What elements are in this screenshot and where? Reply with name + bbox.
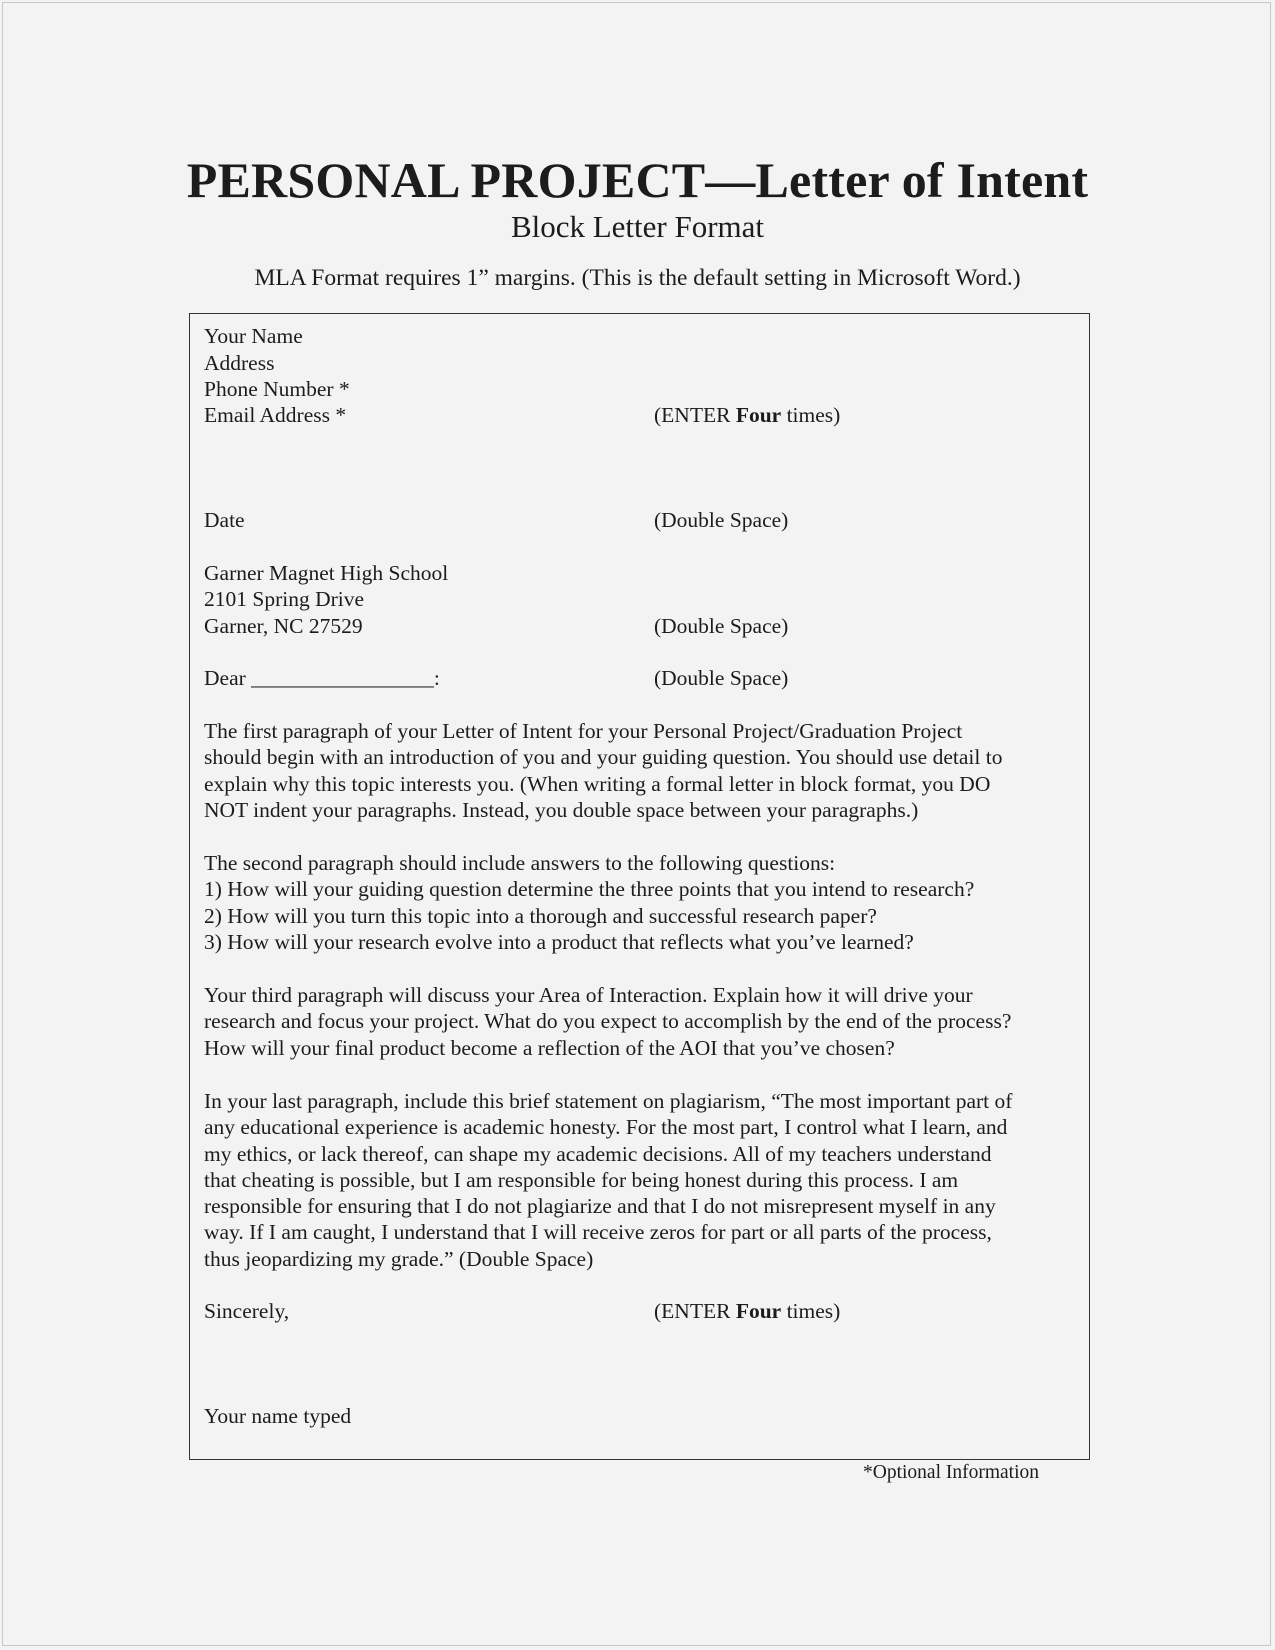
paragraph-line: my ethics, or lack thereof, can shape my academic decisions. All of my teachers understand <box>204 1141 992 1166</box>
paragraph-line: The first paragraph of your Letter of Intent for your Personal Project/Graduation Project <box>204 719 963 743</box>
sender-address: Address <box>204 351 275 375</box>
enter-four-note: (ENTER Four times) <box>654 403 841 427</box>
double-space-note: (Double Space) <box>654 614 789 638</box>
sender-email: Email Address * <box>204 403 347 427</box>
paragraph-line: should begin with an introduction of you and your guiding question. You should use detail to <box>204 745 1003 770</box>
page-subtitle: Block Letter Format <box>510 209 765 244</box>
sender-name: Your Name <box>204 324 303 348</box>
paragraph-line: NOT indent your paragraphs. Instead, you double space between your paragraphs.) <box>204 797 919 822</box>
recipient-line-3: Garner, NC 27529 <box>204 614 363 638</box>
paragraph-line: How will your final product become a reflection of the AOI that you’ve chosen? <box>204 1035 895 1060</box>
closing: Sincerely, <box>204 1299 290 1323</box>
paragraph-2 <box>204 850 1084 955</box>
paragraph-line: that cheating is possible, but I am responsible for being honest during this process. I am <box>204 1167 959 1192</box>
question-item: 1) How will your guiding question determine the three points that you intend to research? <box>204 877 975 902</box>
double-space-note: (Double Space) <box>654 666 789 690</box>
paragraph-4 <box>204 1088 1084 1272</box>
paragraph-line: explain why this topic interests you. (When writing a formal letter in block format, you DO <box>204 771 991 796</box>
recipient-line-1: Garner Magnet High School <box>204 561 449 585</box>
signature-name: Your name typed <box>204 1404 352 1428</box>
recipient-line-2: 2101 Spring Drive <box>204 587 365 611</box>
paragraph-line: The second paragraph should include answers to the following questions: <box>204 851 836 875</box>
enter-four-note: (ENTER Four times) <box>654 1299 841 1323</box>
paragraph-line: research and focus your project. What do you expect to accomplish by the end of the process? <box>204 1009 1012 1034</box>
paragraph-line: responsible for ensuring that I do not plagiarize and that I do not misrepresent myself in any <box>204 1194 996 1219</box>
paragraph-1 <box>204 718 1084 823</box>
paragraph-line: thus jeopardizing my grade.” (Double Space) <box>204 1246 594 1271</box>
mla-note: MLA Format requires 1” margins. (This is the default setting in Microsoft Word.) <box>254 265 1021 291</box>
paragraph-line: In your last paragraph, include this brief statement on plagiarism, “The most important part of <box>204 1089 1013 1113</box>
question-item: 2) How will you turn this topic into a thorough and successful research paper? <box>204 903 877 928</box>
question-item: 3) How will your research evolve into a product that reflects what you’ve learned? <box>204 929 914 954</box>
optional-info-footnote: *Optional Information <box>863 1462 1040 1483</box>
date-label: Date <box>204 508 245 532</box>
page-title: PERSONAL PROJECT—Letter of Intent <box>186 152 1089 208</box>
sender-phone: Phone Number * <box>204 377 350 401</box>
double-space-note: (Double Space) <box>654 508 789 532</box>
paragraph-line: any educational experience is academic honesty. For the most part, I control what I learn, and <box>204 1115 1008 1140</box>
paragraph-line: Your third paragraph will discuss your Area of Interaction. Explain how it will drive your <box>204 983 973 1007</box>
salutation: Dear _________________: <box>204 666 440 690</box>
paragraph-line: way. If I am caught, I understand that I will receive zeros for part or all parts of the process, <box>204 1220 992 1245</box>
paragraph-3 <box>204 982 1084 1061</box>
